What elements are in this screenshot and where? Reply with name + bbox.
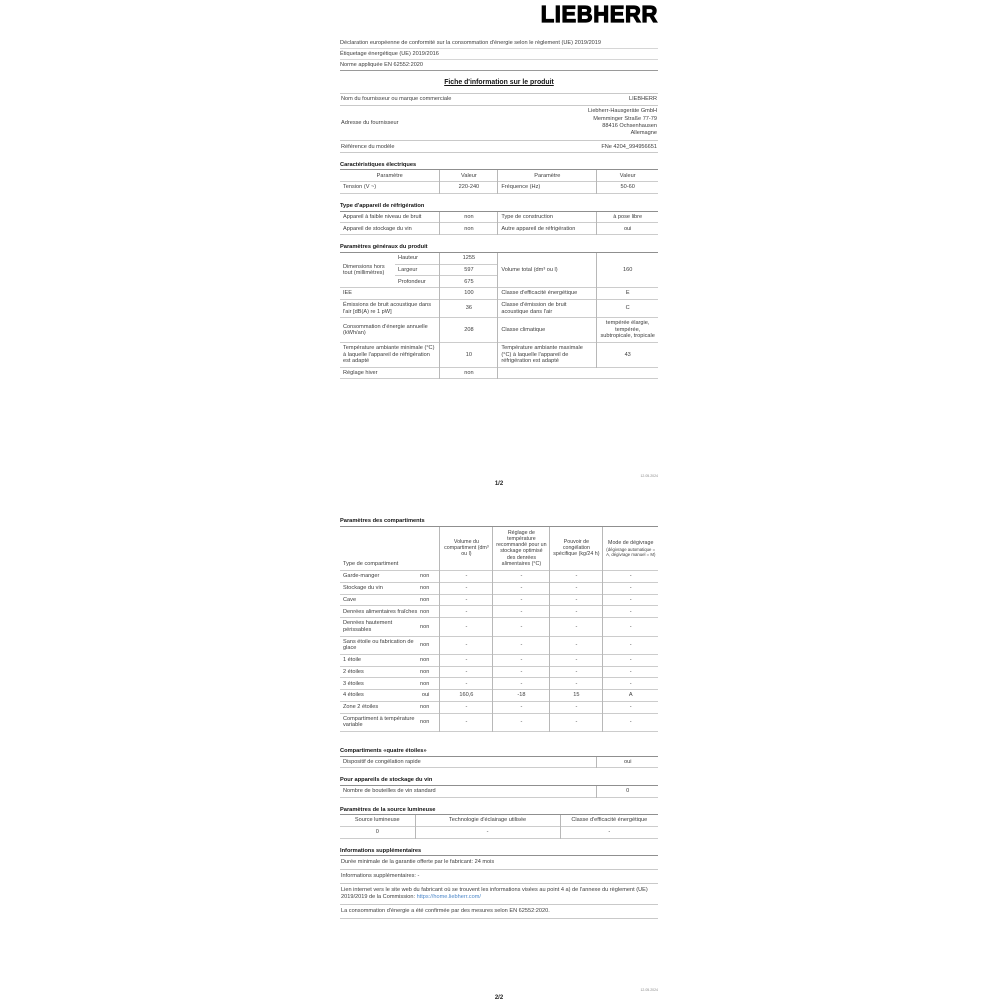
table-row: [340, 618, 658, 636]
cell-volume-label: Volume total (dm³ ou l): [498, 253, 597, 288]
cell-parameter: Nombre de bouteilles de vin standard: [343, 788, 436, 795]
cell-value: tempérée élargie, tempérée, subtropicale, tropicale: [597, 318, 658, 343]
cell-volume: -: [440, 701, 493, 713]
cell-compartment: [340, 571, 440, 583]
cell-defrost: -: [603, 678, 658, 690]
cell-value: oui: [597, 757, 658, 768]
compartment-flag: non: [420, 719, 430, 726]
compartment-flag: oui: [421, 692, 430, 699]
table-row: [340, 827, 658, 839]
cell-defrost: -: [603, 666, 658, 678]
compartment-label: Compartiment à température variable: [343, 715, 415, 729]
column-header-type: Type de compartiment: [343, 560, 399, 567]
cell-compartment: [340, 666, 440, 678]
cell-parameter: Appareil de stockage du vin: [343, 225, 412, 232]
cell-parameter: Consommation d'énergie annuelle (kWh/an): [343, 323, 428, 337]
cell-temperature: -: [493, 666, 550, 678]
compartment-flag: non: [420, 680, 430, 687]
cell-defrost: -: [603, 606, 658, 618]
compartment-label: Sans étoile ou fabrication de glace: [343, 638, 414, 652]
table-row: [340, 678, 658, 690]
cell-parameter: Température ambiante minimale (°C) à laquelle l'appareil de réfrigération est adapté: [343, 345, 435, 364]
supplier-address-value: [588, 108, 657, 138]
column-header-temperature: Réglage de température recommandé pour un stockage optimisé des denrées alimentaires (°C): [493, 527, 550, 571]
page-number: 1/2: [494, 481, 504, 487]
manufacturer-link-text: Lien internet vers le site web du fabricant où se trouvent les informations visées au point 4 a) de l'annexe du règlement (UE) 2019/2019 de la Commission:: [341, 887, 648, 901]
page-1: [340, 0, 658, 379]
cell-temperature: -18: [493, 690, 550, 702]
compartment-label: 4 étoiles: [343, 692, 364, 699]
cell-freezing: -: [550, 571, 603, 583]
manufacturer-link-row: [340, 884, 658, 905]
supplier-name-value: LIEBHERR: [629, 96, 657, 103]
cell-temperature: -: [493, 594, 550, 606]
cell-volume: -: [440, 678, 493, 690]
cell-compartment: [340, 690, 440, 702]
cell-temperature: -: [493, 701, 550, 713]
table-row: [340, 594, 658, 606]
cell-compartment: [340, 582, 440, 594]
section-heading-additional-info: Informations supplémentaires: [340, 848, 658, 857]
declaration-line: Étiquetage énergétique (UE) 2019/2016: [340, 49, 658, 60]
table-row: [340, 582, 658, 594]
table-row: [340, 701, 658, 713]
footer-date: 12.05.2024: [640, 988, 658, 992]
compartment-label: Denrées hautement périssables: [343, 620, 393, 633]
cell-value: non: [440, 223, 498, 235]
cell-temperature: -: [493, 713, 550, 731]
cell-parameter: Émissions de bruit acoustique dans l'air [dB(A) re 1 pW]: [343, 302, 431, 315]
declaration-line: Norme appliquée EN 62552:2020: [340, 60, 658, 71]
cell-compartment: [340, 678, 440, 690]
cell-dimension-value: 1255: [440, 253, 498, 264]
table-row: [340, 654, 658, 666]
table-row: [340, 288, 658, 300]
cell-temperature: -: [493, 618, 550, 636]
table-header-row: [340, 527, 658, 571]
page-1-footer: [340, 472, 658, 490]
cell-temperature: -: [493, 636, 550, 654]
column-header-freezing: Pouvoir de congélation spécifique (kg/24 h): [550, 527, 603, 571]
address-line: Memminger Straße 77-79: [593, 115, 657, 122]
column-header: Classe d'efficacité énergétique: [560, 815, 658, 826]
cell-defrost: -: [603, 582, 658, 594]
cell-value: non: [440, 212, 498, 223]
compartment-flag: non: [420, 656, 430, 663]
section-heading-general: Paramètres généraux du produit: [340, 244, 658, 253]
table-header-row: [340, 815, 658, 826]
table-row: [340, 300, 658, 318]
compartment-label: Cave: [343, 596, 357, 603]
table-row: [340, 690, 658, 702]
table-row: [340, 786, 658, 797]
page-title: Fiche d'information sur le produit: [444, 79, 554, 87]
cell-temperature: -: [493, 678, 550, 690]
table-row: [340, 636, 658, 654]
section-heading-electrical: Caractéristiques électriques: [340, 162, 658, 171]
cell-freezing: -: [550, 678, 603, 690]
cell-winter-value: non: [440, 367, 498, 379]
light-source-table: [340, 815, 658, 839]
cell-dimension-name: Largeur: [398, 266, 418, 273]
cell-volume: -: [440, 582, 493, 594]
cell-volume: -: [440, 571, 493, 583]
cell-volume: -: [440, 666, 493, 678]
cell-value: 36: [440, 300, 498, 318]
cell-defrost: -: [603, 618, 658, 636]
table-row: [340, 212, 658, 223]
cell-freezing: -: [550, 654, 603, 666]
cell-value: 220-240: [440, 182, 498, 194]
compartment-flag: non: [420, 668, 430, 675]
cell-volume: -: [440, 713, 493, 731]
address-line: Liebherr-Hausgeräte GmbH: [587, 108, 657, 115]
four-star-table: [340, 757, 658, 769]
section-heading-compartments: Paramètres des compartiments: [340, 518, 658, 527]
cell-parameter: Autre appareil de réfrigération: [498, 223, 597, 235]
cell-parameter: Classe d'émission de bruit acoustique dans l'air: [498, 300, 597, 318]
cell-dimension-value: 597: [440, 264, 498, 276]
cell-parameter: Type de construction: [498, 212, 597, 223]
compartment-label: 3 étoiles: [343, 680, 364, 687]
table-row: [340, 253, 658, 264]
cell-defrost: A: [603, 690, 658, 702]
table-row: [340, 367, 658, 379]
defrost-header-note: (dégivrage automatique = A, dégivrage manuel = M): [606, 546, 656, 557]
compartment-flag: non: [420, 623, 430, 630]
cell-freezing: 15: [550, 690, 603, 702]
compartment-flag: non: [420, 573, 430, 580]
declaration-line: Déclaration européenne de conformité sur la consommation d'énergie selon le règlement (UE) 2019/2019: [340, 38, 658, 49]
column-header: Paramètre: [376, 172, 403, 179]
cell-value: 50-60: [597, 182, 658, 194]
cell-parameter: IEE: [343, 290, 353, 297]
cell-compartment: [340, 636, 440, 654]
model-ref-value: FNe 4204_994956651: [601, 143, 657, 150]
cell-parameter: Tension (V ~): [343, 184, 377, 191]
cell-value: -: [415, 827, 560, 839]
cell-temperature: -: [493, 654, 550, 666]
cell-volume: -: [440, 606, 493, 618]
cell-empty: [498, 367, 658, 379]
address-line: 88416 Ochsenhausen: [602, 122, 657, 129]
page-2-footer: [340, 986, 658, 1004]
compartment-label: Zone 2 étoiles: [343, 704, 379, 711]
cell-freezing: -: [550, 666, 603, 678]
compartment-label: Denrées alimentaires fraîches: [343, 608, 418, 615]
table-row: [340, 606, 658, 618]
cell-defrost: -: [603, 636, 658, 654]
cell-volume: -: [440, 654, 493, 666]
cell-dimensions-label: Dimensions hors tout (millimètres): [343, 263, 385, 277]
cell-volume-value: 160: [597, 253, 658, 288]
cell-value: C: [597, 300, 658, 318]
cell-value: 100: [440, 288, 498, 300]
section-heading-wine-storage: Pour appareils de stockage du vin: [340, 777, 658, 786]
cell-freezing: -: [550, 713, 603, 731]
table-row: [340, 141, 658, 153]
cell-parameter: Classe d'efficacité énergétique: [498, 288, 597, 300]
cell-parameter: Dispositif de congélation rapide: [343, 758, 421, 765]
table-row: [340, 106, 658, 141]
cell-volume: 160,6: [440, 690, 493, 702]
supplier-table: [340, 93, 658, 153]
cell-compartment: [340, 713, 440, 731]
cell-volume: -: [440, 618, 493, 636]
table-row: [340, 571, 658, 583]
manufacturer-link[interactable]: https://home.liebherr.com/: [416, 894, 481, 901]
compartment-flag: non: [420, 641, 430, 648]
warranty-row: Durée minimale de la garantie offerte par le fabricant: 24 mois: [340, 856, 658, 870]
page-number: 2/2: [494, 995, 504, 1001]
general-parameters-table: [340, 253, 658, 379]
compartments-table: [340, 527, 658, 732]
cell-value: 0: [375, 829, 379, 836]
cell-value: -: [560, 827, 658, 839]
table-row: [340, 713, 658, 731]
appliance-type-table: [340, 212, 658, 236]
cell-temperature: -: [493, 571, 550, 583]
table-row: [340, 342, 658, 367]
cell-value: 10: [440, 342, 498, 367]
energy-confirmation-row: La consommation d'énergie a été confirmée par des mesures selon EN 62552:2020.: [340, 905, 658, 919]
cell-value: E: [597, 288, 658, 300]
page-2: [340, 518, 658, 919]
cell-parameter: Classe climatique: [498, 318, 597, 343]
cell-defrost: -: [603, 713, 658, 731]
table-row: [340, 94, 658, 106]
cell-compartment: [340, 654, 440, 666]
model-ref-label: Référence du modèle: [341, 143, 395, 150]
table-row: [340, 223, 658, 235]
column-header: Technologie d'éclairage utilisée: [415, 815, 560, 826]
cell-temperature: -: [493, 582, 550, 594]
table-row: [340, 666, 658, 678]
cell-defrost: -: [603, 571, 658, 583]
table-row: [340, 318, 658, 343]
cell-parameter: Fréquence (Hz): [498, 182, 597, 194]
cell-freezing: -: [550, 701, 603, 713]
cell-dimension-value: 675: [440, 276, 498, 288]
cell-defrost: -: [603, 701, 658, 713]
cell-temperature: -: [493, 606, 550, 618]
cell-compartment: [340, 618, 440, 636]
cell-dimension-name: Hauteur: [398, 255, 418, 262]
compartment-flag: non: [420, 585, 430, 592]
defrost-header-main: Mode de dégivrage: [608, 539, 654, 546]
declaration-block: [340, 38, 658, 71]
compartment-flag: non: [420, 704, 430, 711]
compartment-flag: non: [420, 608, 430, 615]
cell-freezing: -: [550, 594, 603, 606]
cell-volume: -: [440, 636, 493, 654]
cell-freezing: -: [550, 606, 603, 618]
cell-value: 43: [597, 342, 658, 367]
cell-value: oui: [597, 223, 658, 235]
electrical-table: [340, 170, 658, 194]
cell-parameter: Température ambiante maximale (°C) à laquelle l'appareil de réfrigération est adapté: [498, 342, 597, 367]
compartment-label: Stockage du vin: [343, 585, 383, 592]
cell-freezing: -: [550, 636, 603, 654]
cell-value: 208: [440, 318, 498, 343]
cell-winter-label: Réglage hiver: [343, 369, 378, 376]
footer-date: 12.05.2024: [640, 474, 658, 478]
column-header-volume: Volume du compartiment (dm³ ou l): [440, 527, 493, 571]
compartment-flag: non: [420, 596, 430, 603]
table-header-row: [340, 170, 658, 181]
column-header: Valeur: [440, 170, 498, 181]
supplier-name-label: Nom du fournisseur ou marque commerciale: [341, 96, 452, 103]
compartment-label: Garde-manger: [343, 573, 380, 580]
address-line: Allemagne: [630, 130, 657, 137]
section-heading-four-star: Compartiments «quatre étoiles»: [340, 748, 658, 757]
table-row: [340, 182, 658, 194]
cell-defrost: -: [603, 594, 658, 606]
cell-defrost: -: [603, 654, 658, 666]
supplier-address-label: Adresse du fournisseur: [341, 119, 399, 126]
cell-parameter: Appareil à faible niveau de bruit: [343, 213, 422, 220]
table-row: [340, 757, 658, 768]
cell-compartment: [340, 701, 440, 713]
cell-freezing: -: [550, 618, 603, 636]
liebherr-logo: LIEBHERR: [540, 0, 658, 28]
compartment-label: 1 étoile: [343, 656, 362, 663]
column-header: Paramètre: [498, 170, 597, 181]
cell-compartment: [340, 594, 440, 606]
column-header: Valeur: [597, 170, 658, 181]
compartment-label: 2 étoiles: [343, 668, 364, 675]
cell-value: 0: [597, 786, 658, 797]
cell-dimension-name: Profondeur: [398, 278, 426, 285]
wine-storage-table: [340, 786, 658, 798]
additional-info-row: Informations supplémentaires: -: [340, 870, 658, 884]
column-header-defrost: [603, 527, 658, 571]
section-heading-light-source: Paramètres de la source lumineuse: [340, 807, 658, 816]
cell-freezing: -: [550, 582, 603, 594]
cell-volume: -: [440, 594, 493, 606]
column-header: Source lumineuse: [354, 817, 400, 824]
cell-compartment: [340, 606, 440, 618]
cell-value: à pose libre: [597, 212, 658, 223]
section-heading-appliance-type: Type d'appareil de réfrigération: [340, 203, 658, 212]
